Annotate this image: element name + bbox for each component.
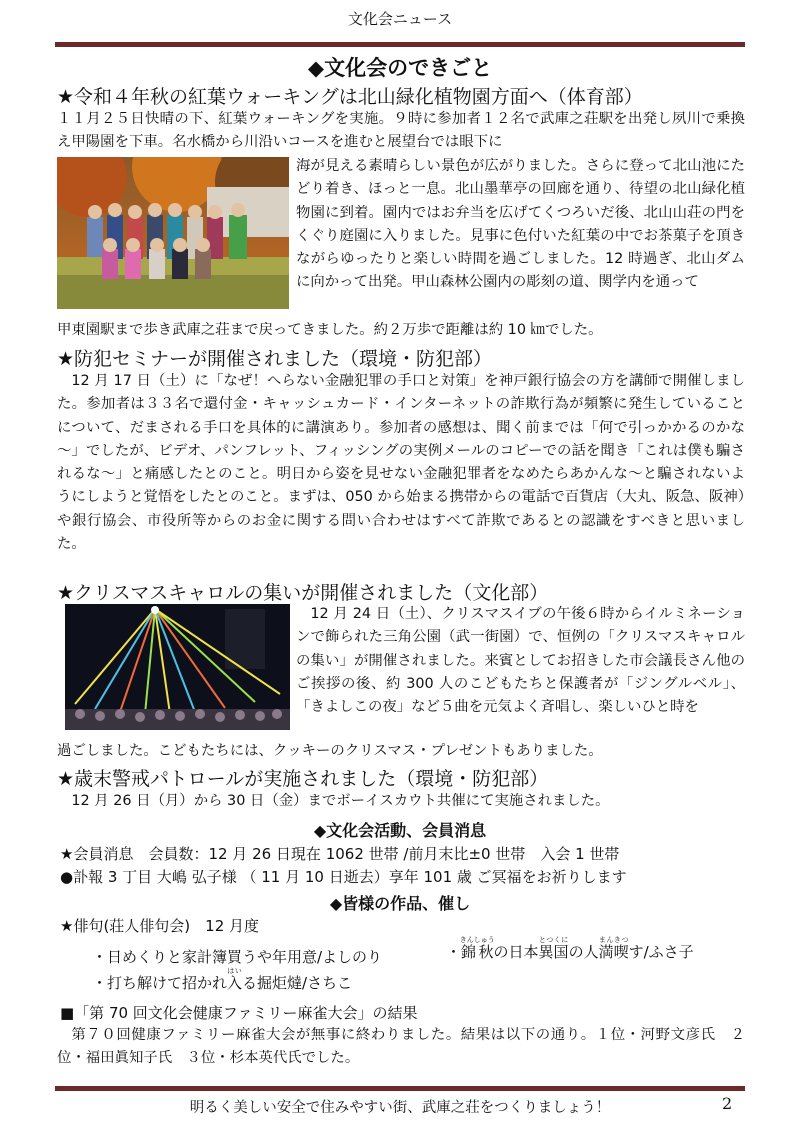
section-title-works: ◆皆様の作品、催し: [329, 894, 471, 913]
autumn-walk-group-photo: [57, 157, 289, 309]
article-heading-year-end-patrol: ★歳末警戒パトロールが実施されました（環境・防犯部）: [57, 768, 549, 790]
haiku-3: ・打ち解けて招かれ入はいる掘炬燵/さちこ: [92, 967, 353, 992]
article-body-year-end-patrol: 12 月 26 日（月）から 30 日（金）までボーイスカウト共催にて実施されました。: [71, 793, 610, 809]
haiku-2-ruby-ikoku: 異国とつくに: [538, 936, 569, 961]
haiku-2-ruby-kinshu: 錦秋きんしゅう: [459, 936, 495, 961]
article-tail-christmas-carol: 過ごしました。こどもたちには、クッキーのクリスマス・プレゼントもありました。: [57, 743, 603, 759]
obituary-line: ●訃報 3 丁目 大嶋 弘子様 （ 11 月 10 日逝去）享年 101 歳 ご冥福をお祈りします: [60, 868, 627, 886]
article-heading-christmas-carol: ★クリスマスキャロルの集いが開催されました（文化部）: [57, 582, 549, 604]
footer-slogan: 明るく美しい安全で住みやすい街、武庫之荘をつくりましょう！: [189, 1100, 611, 1116]
article-heading-autumn-walk: ★令和４年秋の紅葉ウォーキングは北山緑化植物園方面へ（体育部）: [57, 86, 643, 108]
top-divider: [55, 42, 745, 47]
article-body-crime-seminar: 12 月 17 日（土）に「なぜ！へらない金融犯罪の手口と対策」を神戸銀行協会の方を講師で開催しました。参加者は３３名で還付金・キャッシュカード・インターネットの詐欺行為が頻繁に発生していることについて、だまされる手口を具体的に講演あり。参加者の感想は、聞く前までは「何で引っかかるのかな～」でしたが、ビデオ、パンフレット、フィッシングの実例メールのコピーでの話を聞き「これは僕も騙されるな～」と痛感したとのこと。明日から姿を見せない金融犯罪者をなめたらあかんな～と騙されないようにしようと覚悟をしたとのこと。まずは、050 から始まる携帯からの電話で百貨店（大丸、阪急、阪神）や銀行協会、市役所等からのお金に関する問い合わせはすべて詐欺であるとの認識をすべきと思いました。: [57, 373, 745, 553]
article-intro-autumn-walk: １１月２５日快晴の下、紅葉ウォーキングを実施。９時に参加者１２名で武庫之荘駅を出発し夙川で乗換え甲陽園を下車。名水橋から川沿いコースを進むと展望台では眼下に: [57, 111, 745, 151]
page-header-title: 文化会ニュース: [347, 10, 453, 28]
article-body-christmas-carol: 12 月 24 日（土）、クリスマスイブの午後６時からイルミネーションで飾られた三角公園（武一街園）で、恒例の「クリスマスキャロルの集い」が開催されました。来賓としてお招きした市会議長さん他のご挨拶の後、約 300 人のこどもたちと保護者が「ジングルベル」、「きよしこの夜」など５曲を元気よく斉唱し、楽しいひと時を: [296, 606, 745, 716]
haiku-2: ・錦秋きんしゅうの日本異国とつくにの人満喫まんきつす/ふさ子: [446, 936, 694, 961]
haiku-heading: ★俳句(荘人俳句会) 12 月度: [60, 917, 260, 935]
haiku-2-ruby-mankitsu: 満喫まんきつ: [598, 936, 629, 961]
article-tail-autumn-walk: 甲東園駅まで歩き武庫之荘まで戻ってきました。約２万歩で距離は約 10 ㎞でした。: [57, 322, 603, 338]
section-title-member-news: ◆文化会活動、会員消息: [313, 821, 487, 840]
member-count-line: ★会員消息 会員数：12 月 26 日現在 1062 世帯 /前月末比±0 世帯 入会 1 世帯: [60, 845, 620, 863]
haiku-2-prefix: ・: [446, 943, 462, 961]
mahjong-results: 第７０回健康ファミリー麻雀大会が無事に終わりました。結果は以下の通り。１位・河野文彦氏 ２位・福田眞知子氏 ３位・杉本英代氏でした。: [57, 1027, 745, 1067]
section-title-events: ◆文化会のできごと: [307, 56, 493, 80]
haiku-1: ・日めくりと家計簿買うや年用意/よしのり: [92, 948, 383, 966]
article-body-autumn-walk: 海が見える素晴らしい景色が広がりました。さらに登って北山池にたどり着き、ほっと一息。北山墨華亭の回廊を通り、待望の北山緑化植物園に到着。園内ではお弁当を広げてくつろいだ後、北山山荘の門をくぐり庭園に入りました。見事に色付いた紅葉の中でお茶菓子を頂きながらゆったりと楽しい時間を過ごしました。12 時過ぎ、北山ダムに向かって出発。甲山森林公園内の彫刻の道、関学内を通って: [296, 158, 745, 291]
article-heading-crime-seminar: ★防犯セミナーが開催されました（環境・防犯部）: [57, 348, 493, 370]
page-number: 2: [722, 1094, 733, 1113]
bottom-divider: [55, 1086, 745, 1091]
haiku-3-ruby-hai: 入はい: [227, 967, 243, 992]
christmas-illumination-photo: [65, 604, 290, 730]
mahjong-heading: ■「第 70 回文化会健康ファミリー麻雀大会」の結果: [60, 1004, 418, 1022]
